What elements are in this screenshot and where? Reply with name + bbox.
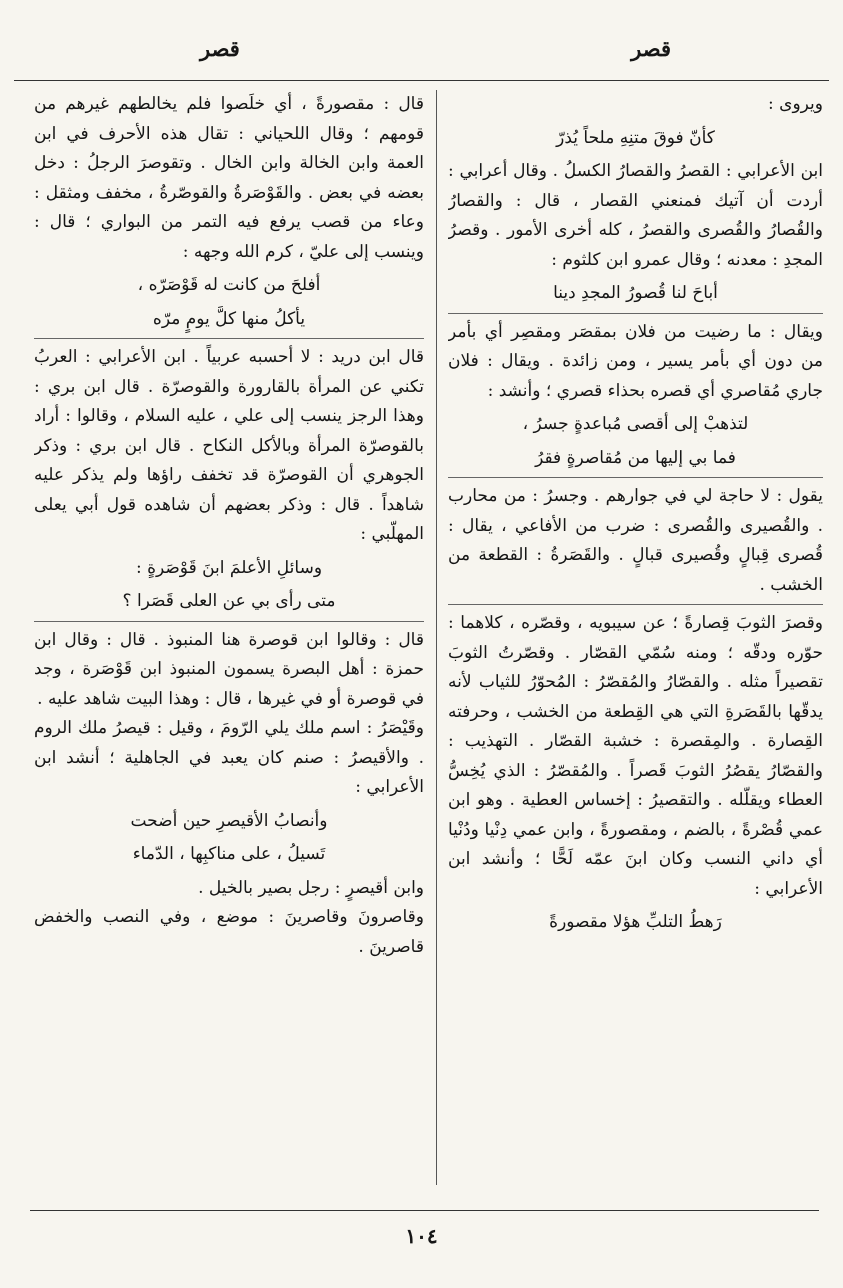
header-left-keyword: قصر bbox=[200, 36, 240, 61]
verse-line: كأنّ فوقَ متنِهِ ملحاً يُذرّ bbox=[556, 127, 715, 148]
verse-line: تَسيلُ ، على مناكبِها ، الدّماء bbox=[132, 844, 326, 864]
verse-line: رَهطُ التلبِّ هؤلا مقصورةً bbox=[549, 912, 722, 932]
paragraph: قال : مقصورةً ، أي خلَصوا فلم يخالطهم غيرهم من قومهم ؛ وقال اللحياني : تقال هذه الأحرف في ابن العمة وابن الخالة وابن الخال . وتقوصرَ الرجلُ : دخل بعضه في بعض . والقَوْصَرةُ والقوصّرةُ ، مخفف ومثقل : وعاء من قصب يرفع فيه التمر من البواري ؛ قال : وينسب إلى عليّ ، كرم الله وجهه : bbox=[34, 94, 424, 262]
paragraph: وقصرَ الثوبَ قِصارةً ؛ عن سيبويه ، وقصّره ، كلاهما : حوّره ودقّه ؛ ومنه سُمّي القصّار . وقصّرتُ الثوبَ تقصيراً مثله . والقصّارُ والمُقصّرُ : المُحوّرُ للثياب لأنه يدقّها بالقَصَرةِ التي هي القِطعة من الخشب ، وحرفته القِصارة . والمِقصرة : خشبة القصّار . التهذيب : والقصّارُ يقصُرُ الثوبَ قَصراً . والمُقصّرُ : الذي يُخِسُّ العطاء ويقلّله . والتقصيرُ : إخساس العطية . وهو ابن عمي قُصْرةً ، بالضم ، ومقصورةً ، وابن عمي دِنْيا ودُنْيا أي داني النسب وكان ابنَ عمّه لَحًّا ؛ وأنشد ابن الأعرابي : bbox=[448, 604, 823, 904]
page-number: ١٠٤ bbox=[405, 1224, 438, 1248]
verse-line: وسائلِ الأعلمَ ابنَ قَوْصَرةٍ : bbox=[135, 557, 323, 578]
verse-line: أفلحَ من كانت له قَوْصَرّه ، bbox=[137, 275, 321, 295]
verse-line: متى رأى بي عن العلى قَصَرا ؟ bbox=[122, 591, 336, 611]
verse-line: لتذهبْ إلى أقصى مُباعدةٍ جسرُ ، bbox=[522, 414, 749, 434]
paragraph: وقاصرونَ وقاصرينَ : موضع ، وفي النصب والخفض قاصرينَ . bbox=[34, 907, 424, 957]
header-right-keyword: قصر bbox=[631, 36, 671, 61]
paragraph: قال ابن دريد : لا أحسبه عربياً . ابن الأعرابي : العربُ تكني عن المرأة بالقارورة والقوصرّة . قال ابن بري : وهذا الرجز ينسب إلى علي ، عليه السلام ، وقالوا : أراد بالقوصرّة المرأة وبالأكل النكاح . قال ابن بري : وذكر الجوهري أن القوصرّة قد تخفف راؤها ولم يذكر عليه شاهداً . قال : وذكر بعضهم أن شاهده قول أبي يعلى المهلّبي : bbox=[34, 338, 424, 550]
paragraph: قال : وقالوا ابن قوصرة هنا المنبوذ . قال : وقال ابن حمزة : أهل البصرة يسمون المنبوذ ابن قَوْصَرة ، وجد في قوصرة أو في غيرها ، قال : وهذا البيت شاهد عليه . bbox=[34, 621, 424, 715]
paragraph: ابن الأعرابي : القصرُ والقصارُ الكسلُ . وقال أعرابي : أردت أن آتيك فمنعني القصار ، قال : والقصارُ والقُصارُ والقُصرى والقصرُ ، كله أخرى الأمور . وقصرُ المجدِ : معدنه ؛ وقال عمرو ابن كلثوم : bbox=[448, 161, 823, 270]
left-column bbox=[34, 90, 424, 1205]
paragraph: وابن أقيصرٍ : رجل بصير بالخيل . bbox=[198, 877, 424, 898]
verse-line: أباحَ لنا قُصورُ المجدِ دينا bbox=[553, 283, 718, 303]
right-column bbox=[448, 90, 823, 1205]
bottom-rule bbox=[30, 1210, 819, 1211]
top-rule bbox=[14, 80, 829, 81]
paragraph: ويقال : ما رضيت من فلان بمقصَر ومقصِر أي بأمر من دون أي بأمر يسير ، ومن زائدة . ويقال : فلان جاري مُقاصري أي قصره بحذاء قصري ؛ وأنشد : bbox=[448, 313, 823, 407]
column-divider bbox=[436, 90, 437, 1185]
verse-line: يأكلُ منها كلَّ يومٍ مرّه bbox=[152, 308, 306, 329]
paragraph: ويروى : bbox=[768, 94, 823, 114]
verse-line: فما بي إليها من مُقاصرةٍ فقرُ bbox=[535, 447, 736, 468]
paragraph: وقَيْصَرُ : اسم ملك يلي الرّومَ ، وقيل : قيصرُ ملك الروم . والأقيصرُ : صنم كان يعبد في الجاهلية ؛ أنشد ابن الأعرابي : bbox=[34, 718, 424, 797]
verse-line: وأنصابُ الأقيصرِ حين أضحت bbox=[130, 810, 328, 831]
paragraph: يقول : لا حاجة لي في جوارهم . وجسرُ : من محارب . والقُصيرى والقُصرى : ضرب من الأفاعي ، يقال : قُصرى قِبالٍ وقُصيرى قبالٍ . والقَصَرةُ : القطعة من الخشب . bbox=[448, 477, 823, 600]
